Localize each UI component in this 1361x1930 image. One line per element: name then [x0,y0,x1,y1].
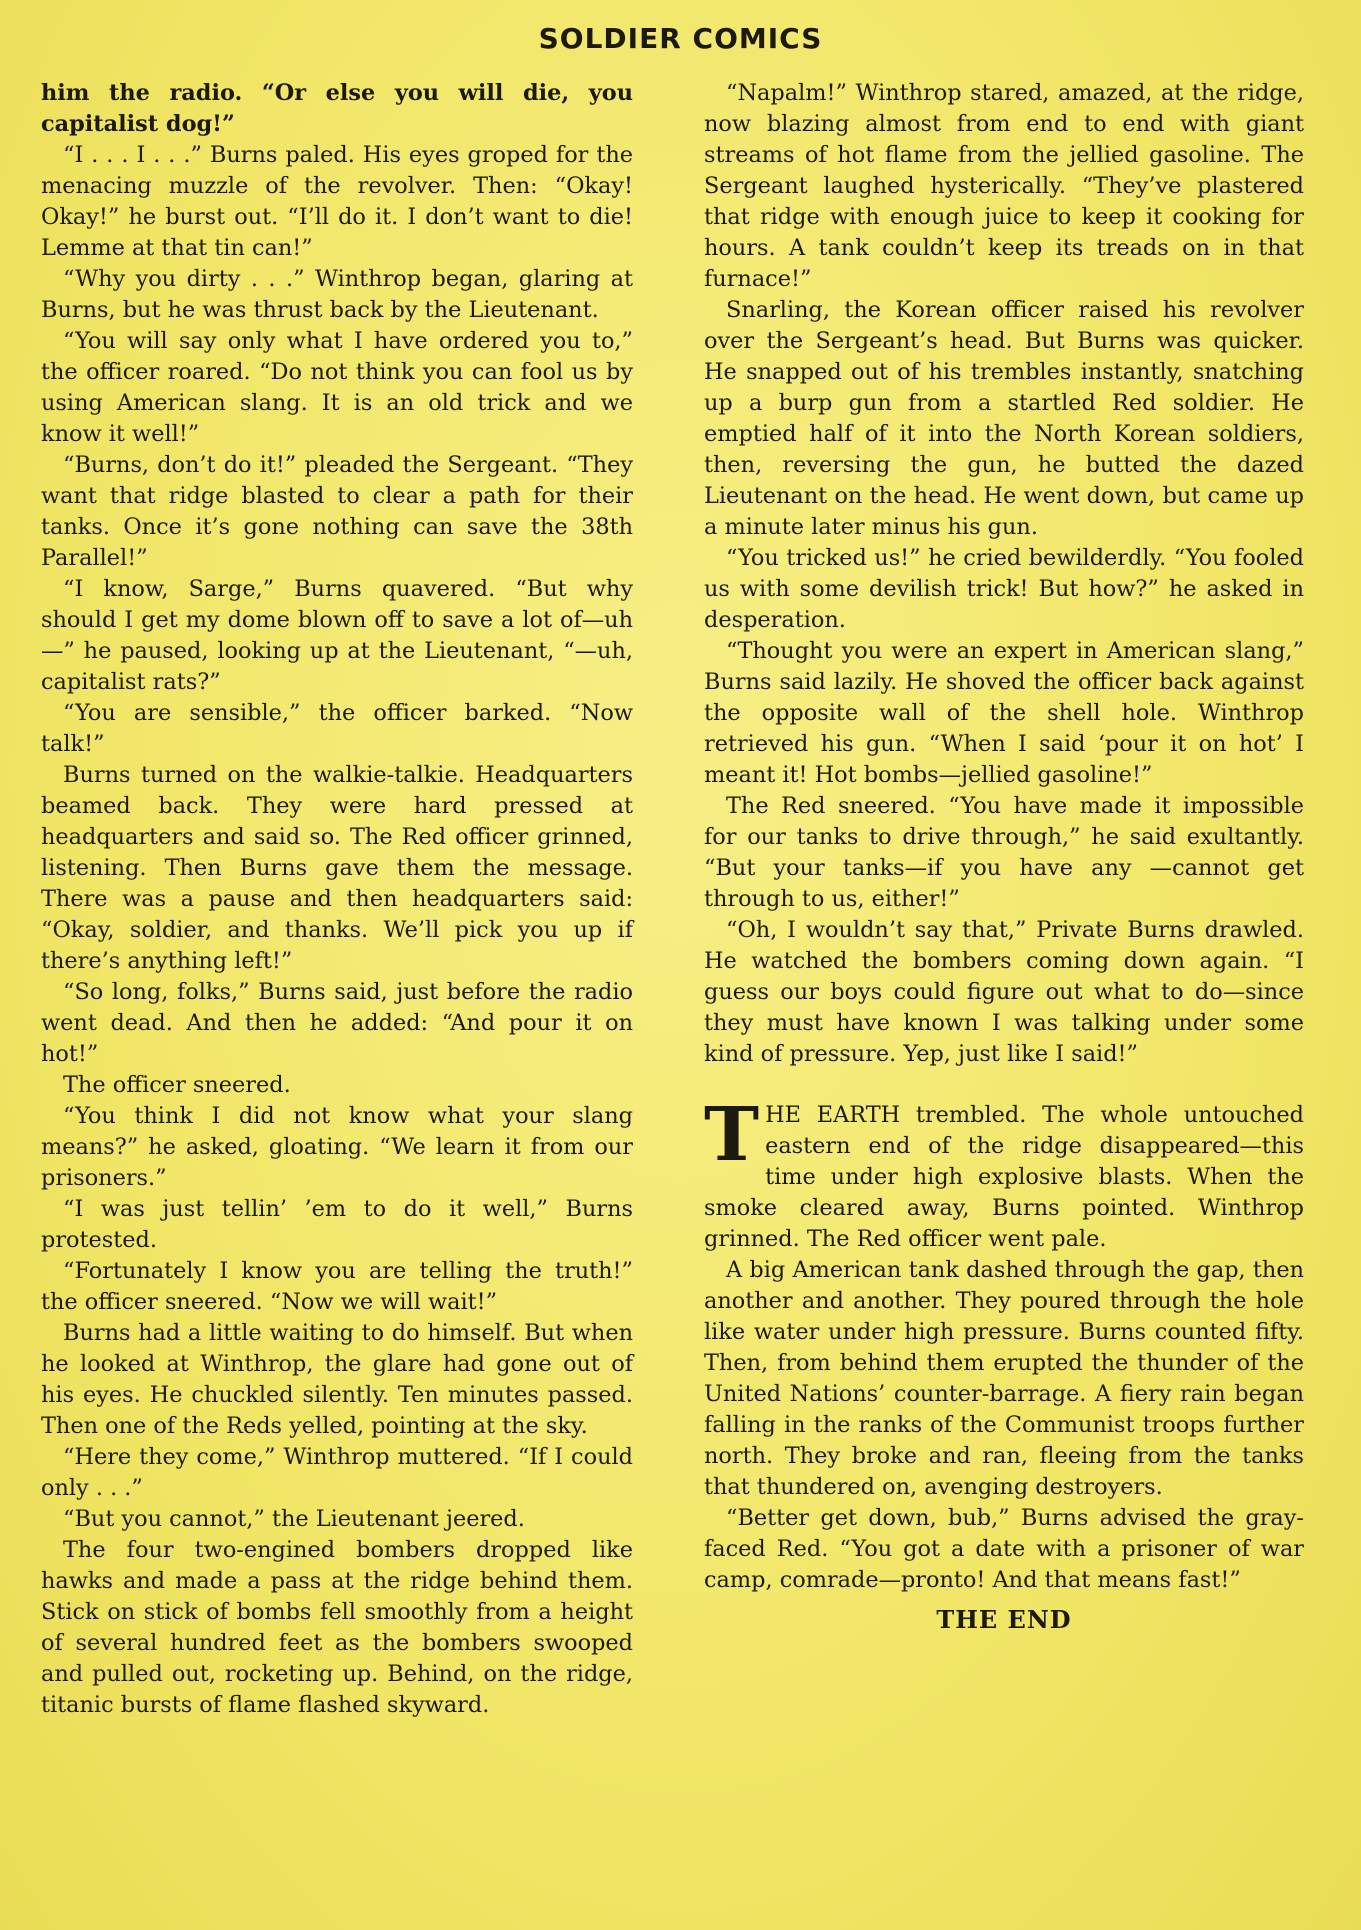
paragraph: “I know, Sarge,” Burns quavered. “But why should I get my dome blown off to save a lot of—uh—” he paused, looking up at the Lieutenant, “—uh, capitalist rats?” [41,576,633,695]
paragraph: The Red sneered. “You have made it impossible for our tanks to drive through,” he said exultantly. “But your tanks—if you have any —cannot get through to us, either!” [704,793,1304,912]
paragraph: “Thought you were an expert in American slang,” Burns said lazily. He shoved the officer back against the opposite wall of the shell hole. Winthrop retrieved his gun. “When I said ‘pour it on hot’ I meant it! Hot bombs—jellied gasoline!” [704,638,1304,788]
paragraph: “I . . . I . . .” Burns paled. His eyes groped for the menacing muzzle of the revolver. Then: “Okay! Okay!” he burst out. “I’ll do it. I don’t want to die! Lemme at that tin can!” [41,142,633,261]
section-break [704,1070,1304,1100]
the-end-label: THE END [936,1605,1072,1634]
paragraph: “Here they come,” Winthrop muttered. “If I could only . . .” [41,1444,633,1501]
paragraph: “I was just tellin’ ’em to do it well,” Burns protested. [41,1196,633,1253]
paragraph: The four two-engined bombers dropped like hawks and made a pass at the ridge behind them. Stick on stick of bombs fell smoothly from a height of several hundred feet as the bombers swooped and pulled out, rocketing up. Behind, on the ridge, titanic bursts of flame flashed skyward. [41,1537,633,1718]
paragraph: “Why you dirty . . .” Winthrop began, glaring at Burns, but he was thrust back by the Lieutenant. [41,266,633,323]
paragraph: him the radio. “Or else you will die, you capitalist dog!” [41,80,633,137]
paragraph: The officer sneered. [63,1072,291,1098]
paragraph: “You think I did not know what your slang means?” he asked, gloating. “We learn it from our prisoners.” [41,1103,633,1191]
paragraph: A big American tank dashed through the gap, then another and another. They poured through the hole like water under high pressure. Burns counted fifty. Then, from behind them erupted the thunder of the United Nations’ counter-barrage. A fiery rain began falling in the ranks of the Communist troops further north. They broke and ran, fleeing from the tanks that thundered on, avenging destroyers. [704,1257,1304,1500]
paragraph: Burns had a little waiting to do himself. But when he looked at Winthrop, the glare had gone out of his eyes. He chuckled silently. Ten minutes passed. Then one of the Reds yelled, pointing at the sky. [41,1320,633,1439]
left-text-column [41,78,633,1721]
paragraph: “You are sensible,” the officer barked. “Now talk!” [41,700,633,757]
right-text-column [704,78,1304,1635]
paragraph: “Oh, I wouldn’t say that,” Private Burns drawled. He watched the bombers coming down again. “I guess our boys could figure out what to do—since they must have known I was talking under some kind of pressure. Yep, just like I said!” [704,917,1304,1067]
dropcap-paragraph-text: HE EARTH trembled. The whole untouched eastern end of the ridge disappeared—this time under high explosive blasts. When the smoke cleared away, Burns pointed. Winthrop grinned. The Red officer went pale. [704,1102,1304,1252]
paragraph: “Napalm!” Winthrop stared, amazed, at the ridge, now blazing almost from end to end with giant streams of hot flame from the jellied gasoline. The Sergeant laughed hysterically. “They’ve plastered that ridge with enough juice to keep it cooking for hours. A tank couldn’t keep its treads on in that furnace!” [704,80,1304,292]
paragraph: “You tricked us!” he cried bewilderdly. “You fooled us with some devilish trick! But how?” he asked in desperation. [704,545,1304,633]
paragraph: “Fortunately I know you are telling the truth!” the officer sneered. “Now we will wait!” [41,1258,633,1315]
page-header: SOLDIER COMICS [538,22,823,55]
dropcap-paragraph [704,1092,1304,1255]
paragraph: “You will say only what I have ordered you to,” the officer roared. “Do not think you can fool us by using American slang. It is an old trick and we know it well!” [41,328,633,447]
paragraph: “But you cannot,” the Lieutenant jeered. [63,1506,525,1532]
dropcap-letter: T [704,1092,760,1178]
paragraph: “Better get down, bub,” Burns advised the gray-faced Red. “You got a date with a prisoner of war camp, comrade—pronto! And that means fast!” [704,1505,1304,1593]
paragraph: “Burns, don’t do it!” pleaded the Sergeant. “They want that ridge blasted to clear a path for their tanks. Once it’s gone nothing can save the 38th Parallel!” [41,452,633,571]
paragraph: Snarling, the Korean officer raised his revolver over the Sergeant’s head. But Burns was quicker. He snapped out of his trembles instantly, snatching up a burp gun from a startled Red soldier. He emptied half of it into the North Korean soldiers, then, reversing the gun, he butted the dazed Lieutenant on the head. He went down, but came up a minute later minus his gun. [704,297,1304,540]
paragraph: Burns turned on the walkie-talkie. Headquarters beamed back. They were hard pressed at headquarters and said so. The Red officer grinned, listening. Then Burns gave them the message. There was a pause and then headquarters said: “Okay, soldier, and thanks. We’ll pick you up if there’s anything left!” [41,762,633,974]
paragraph: “So long, folks,” Burns said, just before the radio went dead. And then he added: “And pour it on hot!” [41,979,633,1067]
